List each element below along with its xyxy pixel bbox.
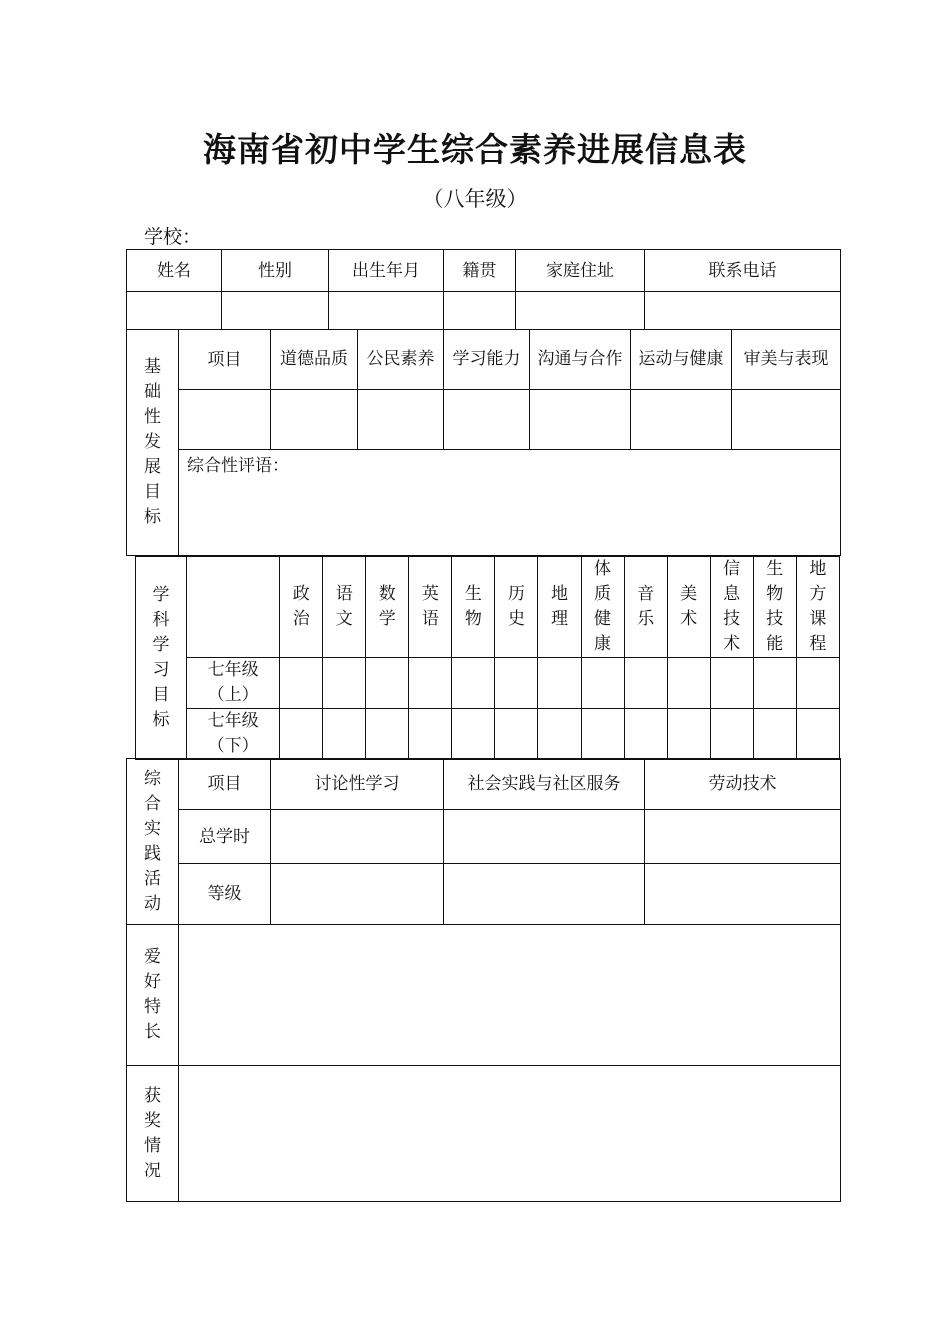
subject-header-3: 英 语 — [409, 557, 452, 658]
header-native-place: 籍贯 — [444, 250, 516, 292]
header-name: 姓名 — [127, 250, 222, 292]
subject-score-cell[interactable] — [452, 658, 495, 709]
address-field[interactable] — [516, 292, 645, 330]
name-field[interactable] — [127, 292, 222, 330]
subject-header-6: 地 理 — [538, 557, 581, 658]
subjects-section-label — [136, 557, 187, 760]
header-phone: 联系电话 — [645, 250, 841, 292]
practice-table — [126, 758, 841, 925]
development-item-learning: 学习能力 — [444, 330, 530, 390]
subjects-table — [135, 556, 840, 760]
subject-score-cell[interactable] — [409, 658, 452, 709]
subject-header-10: 信 息 技 术 — [710, 557, 753, 658]
subject-score-cell[interactable] — [796, 658, 839, 709]
phone-field[interactable] — [645, 292, 841, 330]
practice-grade-inquiry[interactable] — [271, 864, 444, 925]
subject-score-cell[interactable] — [409, 709, 452, 760]
subjects-label-text: 学 科 学 习 目 标 — [152, 585, 170, 730]
subject-score-cell[interactable] — [624, 709, 667, 760]
subject-score-cell[interactable] — [495, 658, 538, 709]
practice-hours-inquiry[interactable] — [271, 810, 444, 864]
hobbies-table — [126, 924, 841, 1066]
subject-header-12: 地 方 课 程 — [796, 557, 839, 658]
development-item-aesthetics: 审美与表现 — [732, 330, 841, 390]
development-section-label — [127, 330, 179, 556]
subject-header-9: 美 术 — [667, 557, 710, 658]
hobbies-content-area[interactable] — [179, 925, 841, 1066]
page-subtitle: （八年级） — [422, 187, 528, 211]
subject-score-cell[interactable] — [710, 709, 753, 760]
subject-header-5: 历 史 — [495, 557, 538, 658]
subject-header-1: 语 文 — [323, 557, 366, 658]
subject-header-8: 音 乐 — [624, 557, 667, 658]
practice-grade-community[interactable] — [444, 864, 645, 925]
comprehensive-comment-label: 综合性评语： — [187, 456, 289, 476]
practice-grade-label: 等级 — [179, 864, 271, 925]
awards-label-text: 获 奖 情 况 — [144, 1085, 161, 1181]
grade7-first-term-label: 七年级（上） — [187, 658, 280, 709]
subject-score-cell[interactable] — [624, 658, 667, 709]
subject-score-cell[interactable] — [495, 709, 538, 760]
development-label-text: 基 础 性 发 展 目 标 — [144, 357, 161, 527]
school-label: 学校： — [144, 226, 202, 248]
subject-score-cell[interactable] — [323, 658, 366, 709]
development-item-communication: 沟通与合作 — [530, 330, 631, 390]
header-birth: 出生年月 — [329, 250, 444, 292]
awards-section-label — [127, 1066, 179, 1202]
subject-score-cell[interactable] — [538, 658, 581, 709]
subject-score-cell[interactable] — [538, 709, 581, 760]
subject-score-cell[interactable] — [323, 709, 366, 760]
development-score-moral[interactable] — [271, 390, 358, 450]
development-score-learning[interactable] — [444, 390, 530, 450]
subjects-corner-cell — [187, 557, 280, 658]
page-title: 海南省初中学生综合素养进展信息表 — [203, 130, 747, 169]
practice-item-label: 项目 — [179, 759, 271, 810]
grade7-second-term-label: 七年级（下） — [187, 709, 280, 760]
practice-header-labor: 劳动技术 — [645, 759, 841, 810]
subject-score-cell[interactable] — [366, 658, 409, 709]
subject-score-cell[interactable] — [581, 709, 624, 760]
practice-hours-community[interactable] — [444, 810, 645, 864]
development-item-sports: 运动与健康 — [631, 330, 732, 390]
development-item-moral: 道德品质 — [271, 330, 358, 390]
subject-score-cell[interactable] — [366, 709, 409, 760]
subject-score-cell[interactable] — [667, 709, 710, 760]
practice-header-community: 社会实践与社区服务 — [444, 759, 645, 810]
subject-score-cell[interactable] — [796, 709, 839, 760]
hobbies-label-text: 爱 好 特 长 — [144, 947, 161, 1042]
native-place-field[interactable] — [444, 292, 516, 330]
gender-field[interactable] — [222, 292, 329, 330]
awards-table — [126, 1065, 841, 1202]
development-blank-cell[interactable] — [179, 390, 271, 450]
subject-header-11: 生 物 技 能 — [753, 557, 796, 658]
subject-score-cell[interactable] — [452, 709, 495, 760]
subject-header-0: 政 治 — [280, 557, 323, 658]
header-gender: 性别 — [222, 250, 329, 292]
development-item-label: 项目 — [179, 330, 271, 390]
development-score-aesthetics[interactable] — [732, 390, 841, 450]
practice-label-text: 综 合 实 践 活 动 — [144, 768, 161, 914]
subject-header-7: 体 质 健 康 — [581, 557, 624, 658]
awards-content-area[interactable] — [179, 1066, 841, 1202]
basic-info-table — [126, 249, 841, 330]
development-item-civic: 公民素养 — [358, 330, 444, 390]
subject-score-cell[interactable] — [753, 709, 796, 760]
subject-header-4: 生 物 — [452, 557, 495, 658]
subject-score-cell[interactable] — [581, 658, 624, 709]
development-table — [126, 329, 841, 556]
subject-score-cell[interactable] — [280, 709, 323, 760]
birth-field[interactable] — [329, 292, 444, 330]
header-address: 家庭住址 — [516, 250, 645, 292]
development-score-civic[interactable] — [358, 390, 444, 450]
practice-hours-label: 总学时 — [179, 810, 271, 864]
subject-score-cell[interactable] — [280, 658, 323, 709]
development-score-sports[interactable] — [631, 390, 732, 450]
practice-grade-labor[interactable] — [645, 864, 841, 925]
subject-score-cell[interactable] — [710, 658, 753, 709]
practice-section-label — [127, 759, 179, 925]
comprehensive-comment-area[interactable] — [179, 450, 841, 556]
development-score-communication[interactable] — [530, 390, 631, 450]
subject-score-cell[interactable] — [667, 658, 710, 709]
practice-header-inquiry: 讨论性学习 — [271, 759, 444, 810]
subject-header-2: 数 学 — [366, 557, 409, 658]
practice-hours-labor[interactable] — [645, 810, 841, 864]
hobbies-section-label — [127, 925, 179, 1066]
subject-score-cell[interactable] — [753, 658, 796, 709]
